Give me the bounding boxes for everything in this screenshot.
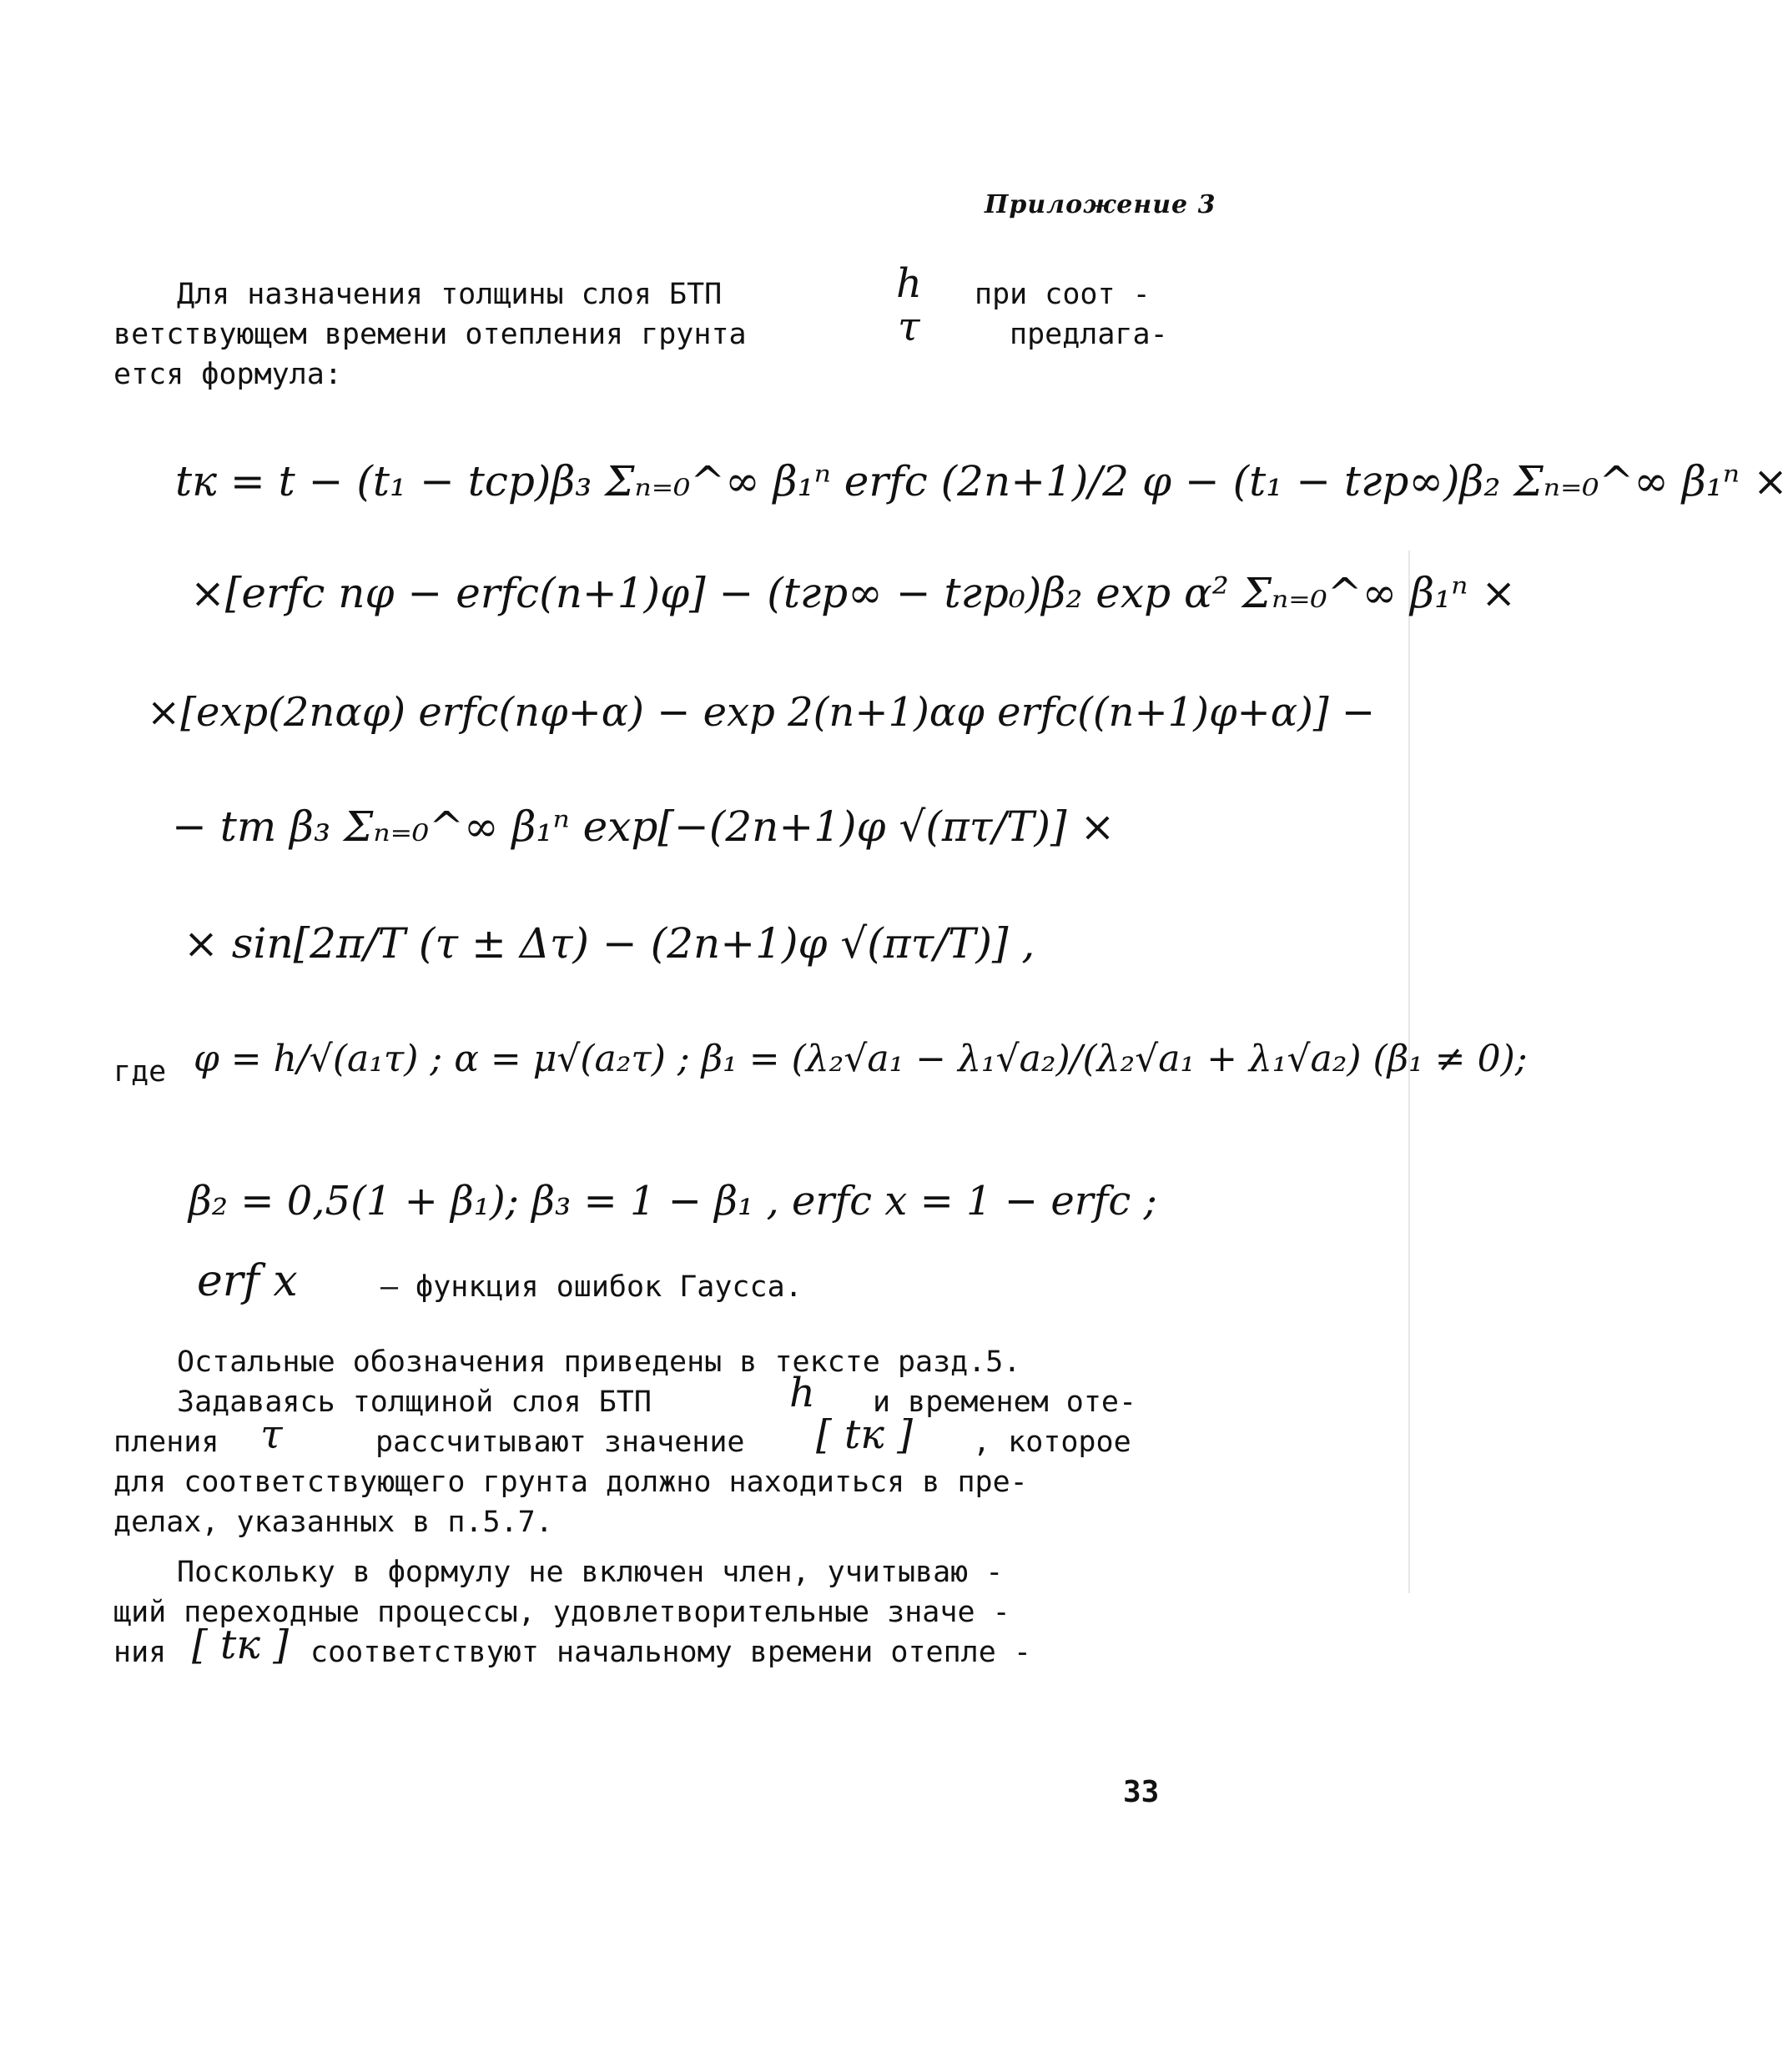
intro-text: ется формула: — [113, 358, 342, 391]
paragraph-2-line-1a: Задаваясь толщиной слоя БТП — [177, 1386, 652, 1419]
paragraph-2-line-2a: пления — [113, 1426, 219, 1459]
paragraph-3-line-2: щий переходные процессы, удовлетворительные значе - — [113, 1596, 1010, 1629]
symbol-h: h — [789, 1370, 815, 1416]
paragraph-3-line-3b: соответствуют начальному времени отепле - — [310, 1636, 1031, 1669]
symbol-tk: [ tк ] — [816, 1411, 913, 1458]
intro-text: ветствующем времени отепления грунта — [113, 318, 747, 351]
intro-line-1 — [177, 275, 722, 314]
paragraph-1: Остальные обозначения приведены в тексте разд.5. — [177, 1345, 1021, 1379]
paragraph-2-line-3: для соответствующего грунта должно находиться в пре- — [113, 1466, 1028, 1499]
intro-text: при соот - — [975, 278, 1151, 311]
symbol-h: h — [896, 260, 922, 307]
symbol-tau: τ — [260, 1411, 283, 1458]
paragraph-3-line-3a: ния — [113, 1636, 167, 1669]
page-number: 33 — [1123, 1775, 1160, 1809]
erf-description: – функция ошибок Гаусса. — [380, 1270, 803, 1304]
formula-line-6: φ = h/√(a₁τ) ; α = μ√(a₂τ) ; β₁ = (λ₂√a₁ − λ₁√a₂)/(λ₂√a₁ + λ₁√a₂) (β₁ ≠ 0); — [194, 1038, 1528, 1080]
formula-line-7: β₂ = 0,5(1 + β₁); β₃ = 1 − β₁ , erfc x = 1 − erfc ; — [189, 1178, 1157, 1225]
paragraph-3-line-1: Поскольку в формулу не включен член, учитываю - — [177, 1556, 1004, 1589]
formula-line-2: ×[erfc nφ − erfc(n+1)φ] − (tгр∞ − tгр₀)β₂ exp α² Σₙ₌₀^∞ β₁ⁿ × — [190, 569, 1517, 617]
symbol-tk: [ tк ] — [192, 1622, 289, 1668]
where-label: где — [113, 1055, 167, 1089]
paragraph-2-line-1b: и временем оте- — [873, 1386, 1137, 1419]
paragraph-2-line-2c: , которое — [973, 1426, 1131, 1459]
paragraph-2-line-2b: рассчитывают значение — [375, 1426, 745, 1459]
paragraph-2-line-4: делах, указанных в п.5.7. — [113, 1506, 553, 1539]
intro-text: предлага- — [1010, 318, 1168, 351]
erf-symbol: erf x — [197, 1256, 298, 1306]
formula-line-3: ×[exp(2nαφ) erfc(nφ+α) − exp 2(n+1)αφ erfc((n+1)φ+α)] − — [147, 689, 1376, 736]
formula-line-1: tк = t − (t₁ − tср)β₃ Σₙ₌₀^∞ β₁ⁿ erfc (2n+1)/2 φ − (t₁ − tгр∞)β₂ Σₙ₌₀^∞ β₁ⁿ × — [175, 457, 1788, 505]
symbol-tau: τ — [898, 304, 920, 350]
appendix-header: Приложение 3 — [985, 190, 1216, 219]
formula-line-4: − tm β₃ Σₙ₌₀^∞ β₁ⁿ exp[−(2n+1)φ √(πτ/T)] × — [172, 802, 1116, 851]
intro-text: Для назначения толщины слоя БТП — [177, 278, 723, 311]
formula-line-5: × sin[2π/T (τ ± Δτ) − (2n+1)φ √(πτ/T)] , — [184, 919, 1035, 968]
